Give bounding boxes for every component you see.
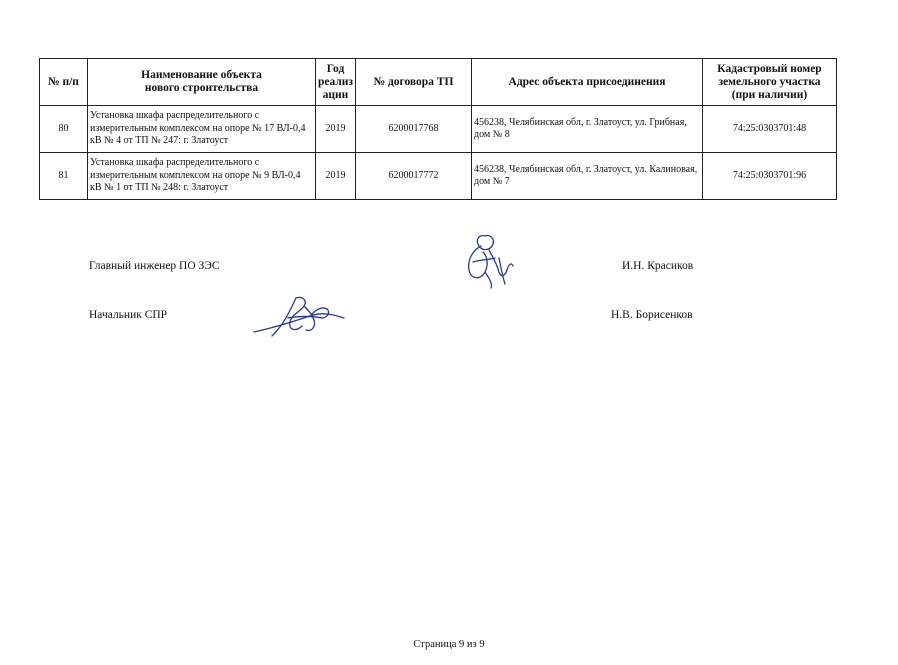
header-address: Адрес объекта присоединения bbox=[472, 59, 703, 106]
header-contract: № договора ТП bbox=[356, 59, 472, 106]
table-row bbox=[40, 153, 837, 200]
head-title: Начальник СПР bbox=[89, 309, 168, 321]
table-header-row bbox=[40, 59, 837, 106]
cell-cadastral: 74:25:0303701:48 bbox=[703, 106, 837, 153]
header-num: № п/п bbox=[40, 59, 88, 106]
cell-contract: 6200017768 bbox=[356, 106, 472, 153]
cell-cadastral: 74:25:0303701:96 bbox=[703, 153, 837, 200]
head-signature bbox=[252, 292, 352, 340]
chief-engineer-title: Главный инженер ПО ЗЭС bbox=[89, 260, 220, 272]
cell-year: 2019 bbox=[316, 106, 356, 153]
header-cadastral: Кадастровый номер земельного участка (при наличии) bbox=[703, 59, 837, 106]
page-number: Страница 9 из 9 bbox=[413, 639, 485, 650]
table-row bbox=[40, 106, 837, 153]
chief-engineer-name: И.Н. Красиков bbox=[622, 260, 694, 272]
header-name: Наименование объекта нового строительства bbox=[88, 59, 316, 106]
header-year: Год реализ ации bbox=[316, 59, 356, 106]
head-name: Н.В. Борисенков bbox=[611, 309, 693, 321]
chief-engineer-signature bbox=[455, 228, 525, 290]
cell-num: 80 bbox=[40, 106, 88, 153]
cell-name: Установка шкафа распределительного с измерительным комплексом на опоре № 17 ВЛ-0,4 кВ № 4 от ТП № 247: г. Златоуст bbox=[88, 106, 316, 153]
cell-num: 81 bbox=[40, 153, 88, 200]
cell-year: 2019 bbox=[316, 153, 356, 200]
cell-name: Установка шкафа распределительного с измерительным комплексом на опоре № 9 ВЛ-0,4 кВ № 1 от ТП № 248: г. Златоуст bbox=[88, 153, 316, 200]
objects-table bbox=[39, 58, 837, 200]
cell-contract: 6200017772 bbox=[356, 153, 472, 200]
cell-address: 456238, Челябинская обл, г. Златоуст, ул. Калиновая, дом № 7 bbox=[472, 153, 703, 200]
cell-address: 456238, Челябинская обл, г. Златоуст, ул. Грибная, дом № 8 bbox=[472, 106, 703, 153]
